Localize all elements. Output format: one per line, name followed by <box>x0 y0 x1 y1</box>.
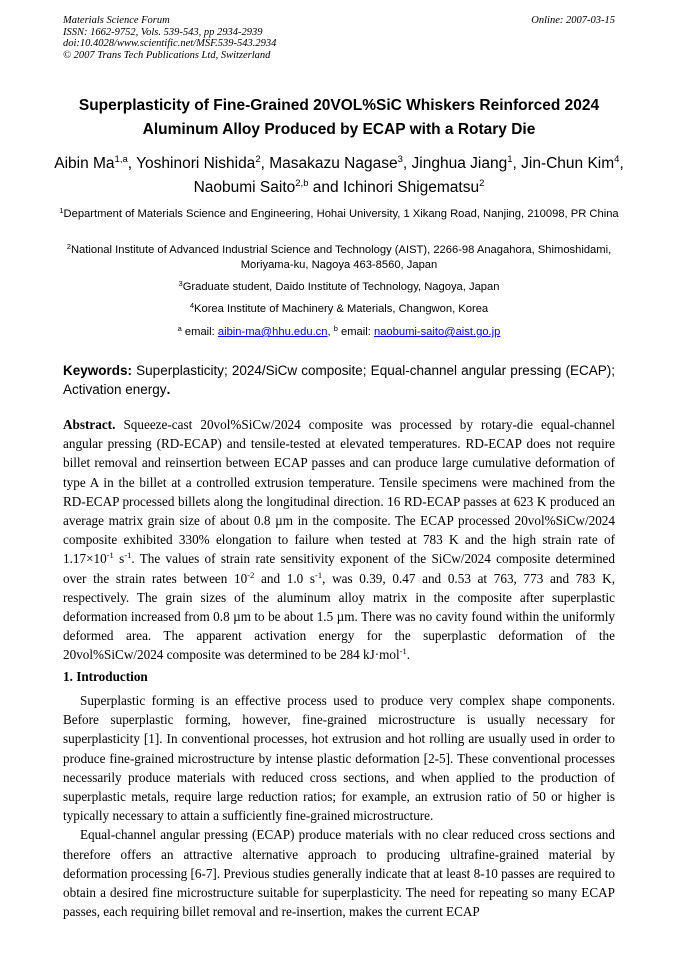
email-mark-b: b <box>333 324 338 333</box>
email-link-b[interactable]: naobumi-saito@aist.go.jp <box>373 326 501 338</box>
author-name: Jinghua Jiang <box>411 155 508 172</box>
author-list <box>45 152 633 200</box>
email-separator: , <box>327 326 334 338</box>
abstract-exponent: -2 <box>247 569 255 580</box>
abstract-text: s <box>113 551 125 567</box>
affiliation-2 <box>55 243 623 272</box>
author-separator: and <box>308 179 343 196</box>
author-separator: , <box>260 155 270 172</box>
affiliation-text: National Institute of Advanced Industrial Science and Technology (AIST), 2266-98 Anagahora, Shimoshidami, Moriyama-ku, Nagoya 463-8560, Japan <box>70 244 612 271</box>
affiliation-4 <box>55 302 623 317</box>
abstract <box>63 415 615 665</box>
abstract-exponent: -1 <box>399 646 407 657</box>
affiliation-3 <box>55 280 623 295</box>
abstract-text: and 1.0 s <box>254 570 316 586</box>
keywords-end: . <box>166 381 171 397</box>
author-separator: , <box>512 155 522 172</box>
affiliation-text: Graduate student, Daido Institute of Technology, Nagoya, Japan <box>182 281 500 293</box>
journal-name: Materials Science Forum <box>63 15 170 26</box>
author-name: Ichinori Shigematsu <box>342 179 480 196</box>
author-name: Masakazu Nagase <box>269 155 398 172</box>
author-affiliation-mark: 1 <box>507 154 513 165</box>
email-link-a[interactable]: aibin-ma@hhu.edu.cn <box>217 326 328 338</box>
paper-title: Superplasticity of Fine-Grained 20VOL%SiC Whiskers Reinforced 2024 Aluminum Alloy Produced by ECAP with a Rotary Die <box>78 97 600 138</box>
journal-issn: ISSN: 1662-9752, Vols. 539-543, pp 2934-2939 <box>63 26 263 38</box>
email-line <box>55 325 623 340</box>
affiliation-text: Department of Materials Science and Engineering, Hohai University, 1 Xikang Road, Nanjing, 210098, PR China <box>63 208 619 220</box>
abstract-exponent: -1 <box>106 550 114 561</box>
author-name: Aibin Ma <box>54 155 115 172</box>
journal-copyright: © 2007 Trans Tech Publications Ltd, Switzerland <box>63 49 271 61</box>
journal-header <box>63 15 615 61</box>
author-name: Jin-Chun Kim <box>521 155 615 172</box>
introduction-paragraph-1: Superplastic forming is an effective process used to produce very complex shape components. Before superplastic forming, however, fine-grained microstructure is usually necessary for superplasticity [1]. In conventional processes, hot extrusion and hot rolling are usually used in order to produce fine-grained microstructure by intense plastic deformation [2-5]. These conventional processes necessarily produce materials with reduced cross sections, and when applied to the production of superplastic metals, require large reduction ratios; for example, an extrusion ratio of 50 or higher is typically necessary to attain a sufficiently fine-grained microstructure. <box>63 693 615 824</box>
affiliation-mark: 4 <box>189 301 195 310</box>
affiliation-mark: 2 <box>66 242 71 251</box>
author-separator: , <box>402 155 412 172</box>
author-affiliation-mark: 2 <box>255 154 261 165</box>
affiliation-text: Korea Institute of Machinery & Materials, Changwon, Korea <box>194 303 489 315</box>
author-separator: , <box>619 155 624 172</box>
section-heading-introduction: 1. Introduction <box>63 669 148 684</box>
affiliation-mark: 1 <box>59 206 64 215</box>
journal-doi: doi:10.4028/www.scientific.net/MSF.539-543.2934 <box>63 38 277 49</box>
abstract-text: Squeeze-cast 20vol%SiCw/2024 composite was processed by rotary-die equal-channel angular pressing (RD-ECAP) and tensile-tested at elevated temperatures. RD-ECAP does not require billet removal and reinsertion between ECAP passes and can produce large cumulative deformation of type A in the billet at a controlled extrusion temperature. Tensile specimens were machined from the RD-ECAP processed billets along the longitudinal direction. 16 RD-ECAP passes at 623 K produced an average matrix grain size of about 0.8 µm in the composite. The ECAP processed 20vol%SiCw/2024 composite exhibited 330% elongation to failure when tested at 783 K and the high strain rate of 1.17×10 <box>63 417 615 567</box>
author-affiliation-mark: 4 <box>614 154 620 165</box>
author-affiliation-mark: 2,b <box>295 178 309 189</box>
author-affiliation-mark: 2 <box>479 178 485 189</box>
email-mark-a: a <box>177 324 182 333</box>
abstract-text: . The values of strain rate sensitivity exponent of the SiCw/2024 composite determined over the strain rates between 10 <box>63 551 615 586</box>
keywords <box>63 362 615 399</box>
online-date: Online: 2007-03-15 <box>531 15 615 26</box>
keywords-label: Keywords: <box>63 363 133 378</box>
abstract-exponent: -1 <box>124 550 132 561</box>
abstract-text: . <box>406 647 411 663</box>
author-separator: , <box>127 155 137 172</box>
affiliation-1 <box>55 207 623 222</box>
introduction-body <box>63 691 615 921</box>
author-affiliation-mark: 1,a <box>114 154 128 165</box>
introduction-paragraph-2: Equal-channel angular pressing (ECAP) produce materials with no clear reduced cross sections and therefore offers an attractive alternative approach to producing ultrafine-grained material by deformation processing [6-7]. Previous studies generally indicate that at least 8-10 passes are required to obtain a desired fine microstructure suitable for superplasticity. The need for repeating so many ECAP passes, each requiring billet removal and re-insertion, makes the current ECAP <box>63 827 615 920</box>
abstract-exponent: -1 <box>315 569 323 580</box>
abstract-text: , was 0.39, 0.47 and 0.53 at 763, 773 and 783 K, respectively. The grain sizes of the aluminum alloy matrix in the composite after superplastic deformation increased from 0.8 µm to be about 1.5 µm. There was no cavity found within the uniformly deformed area. The apparent activation energy for the superplastic deformation of the 20vol%SiCw/2024 composite was determined to be 284 kJ·mol <box>63 570 615 663</box>
email-label: email: <box>337 326 374 338</box>
author-name: Yoshinori Nishida <box>136 155 256 172</box>
keywords-text: Superplasticity; 2024/SiCw composite; Equal-channel angular pressing (ECAP); Activation energy <box>63 363 615 397</box>
email-label: email: <box>181 326 218 338</box>
abstract-label: Abstract. <box>63 417 116 432</box>
affiliation-mark: 3 <box>178 279 183 288</box>
author-affiliation-mark: 3 <box>397 154 403 165</box>
author-name: Naobumi Saito <box>193 179 296 196</box>
